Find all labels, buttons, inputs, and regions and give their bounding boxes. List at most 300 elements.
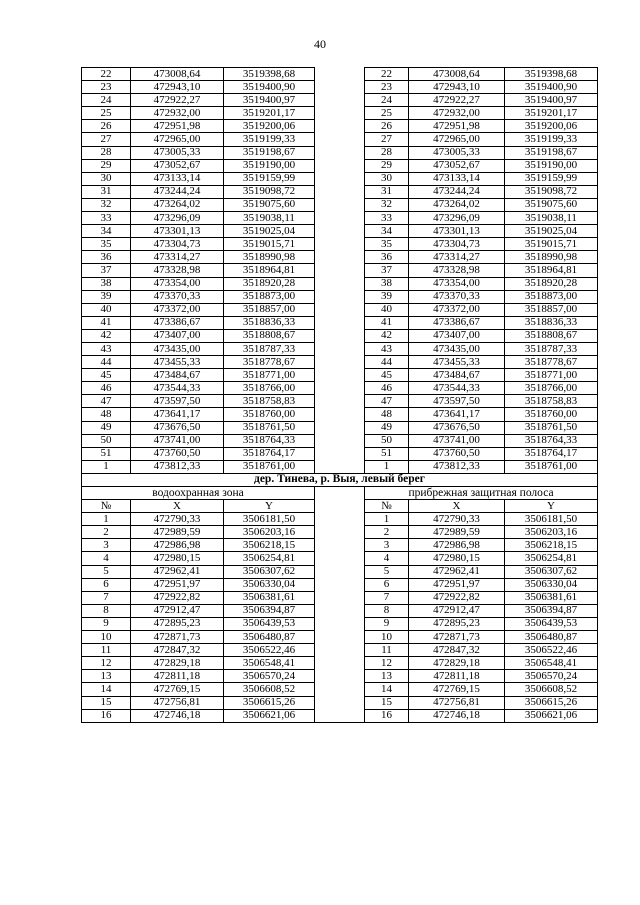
y-coordinate-left: 3506615,26 [224, 696, 315, 709]
x-coordinate-left: 473372,00 [131, 303, 224, 316]
table-row [82, 539, 598, 552]
y-coordinate-left: 3506608,52 [224, 683, 315, 696]
y-coordinate-right: 3518873,00 [505, 290, 598, 303]
x-coordinate-left: 472790,33 [131, 513, 224, 526]
x-coordinate-right: 473370,33 [409, 290, 505, 303]
x-coordinate-left: 473008,64 [131, 68, 224, 81]
header-x-right: X [409, 500, 505, 513]
y-coordinate-right: 3506394,87 [505, 604, 598, 617]
point-number-left: 42 [82, 329, 131, 342]
table-row [82, 565, 598, 578]
y-coordinate-left: 3506394,87 [224, 604, 315, 617]
point-number-left: 13 [82, 670, 131, 683]
point-number-right: 23 [365, 81, 409, 94]
x-coordinate-right: 472943,10 [409, 81, 505, 94]
header-y-left: Y [224, 500, 315, 513]
table-row [82, 447, 598, 460]
column-gap [315, 408, 365, 421]
column-gap [315, 487, 365, 500]
y-coordinate-left: 3506621,06 [224, 709, 315, 722]
x-coordinate-right: 473296,09 [409, 212, 505, 225]
point-number-left: 14 [82, 683, 131, 696]
column-gap [315, 133, 365, 146]
column-gap [315, 526, 365, 539]
point-number-right: 24 [365, 94, 409, 107]
x-coordinate-left: 472912,47 [131, 604, 224, 617]
y-coordinate-right: 3506218,15 [505, 539, 598, 552]
column-gap [315, 539, 365, 552]
x-coordinate-left: 472986,98 [131, 539, 224, 552]
table-row [82, 225, 598, 238]
point-number-right: 43 [365, 342, 409, 355]
y-coordinate-left: 3506181,50 [224, 513, 315, 526]
y-coordinate-right: 3519038,11 [505, 212, 598, 225]
y-coordinate-left: 3506330,04 [224, 578, 315, 591]
point-number-left: 16 [82, 709, 131, 722]
column-gap [315, 81, 365, 94]
point-number-left: 1 [82, 460, 131, 473]
column-gap [315, 617, 365, 630]
x-coordinate-right: 473052,67 [409, 159, 505, 172]
point-number-right: 32 [365, 198, 409, 211]
y-coordinate-left: 3518771,00 [224, 369, 315, 382]
x-coordinate-left: 473328,98 [131, 264, 224, 277]
column-gap [315, 644, 365, 657]
y-coordinate-right: 3518836,33 [505, 316, 598, 329]
table-row [82, 290, 598, 303]
column-gap [315, 696, 365, 709]
y-coordinate-right: 3506254,81 [505, 552, 598, 565]
y-coordinate-left: 3519015,71 [224, 238, 315, 251]
y-coordinate-right: 3518761,50 [505, 421, 598, 434]
table-row [82, 238, 598, 251]
coastal-protection-strip-title: прибрежная защитная полоса [365, 487, 598, 500]
point-number-right: 26 [365, 120, 409, 133]
x-coordinate-right: 472746,18 [409, 709, 505, 722]
table-row [82, 277, 598, 290]
x-coordinate-left: 472829,18 [131, 657, 224, 670]
x-coordinate-right: 473386,67 [409, 316, 505, 329]
y-coordinate-left: 3519098,72 [224, 185, 315, 198]
x-coordinate-left: 473264,02 [131, 198, 224, 211]
y-coordinate-right: 3506608,52 [505, 683, 598, 696]
x-coordinate-left: 473386,67 [131, 316, 224, 329]
x-coordinate-left: 473354,00 [131, 277, 224, 290]
x-coordinate-right: 472986,98 [409, 539, 505, 552]
header-number-left: № [82, 500, 131, 513]
x-coordinate-right: 473372,00 [409, 303, 505, 316]
column-gap [315, 251, 365, 264]
column-gap [315, 303, 365, 316]
table-row [82, 683, 598, 696]
y-coordinate-right: 3506522,46 [505, 644, 598, 657]
point-number-left: 45 [82, 369, 131, 382]
point-number-left: 4 [82, 552, 131, 565]
y-coordinate-right: 3519025,04 [505, 225, 598, 238]
y-coordinate-left: 3506548,41 [224, 657, 315, 670]
y-coordinate-left: 3518964,81 [224, 264, 315, 277]
column-gap [315, 578, 365, 591]
table-row [82, 212, 598, 225]
point-number-right: 16 [365, 709, 409, 722]
y-coordinate-right: 3518920,28 [505, 277, 598, 290]
y-coordinate-right: 3518857,00 [505, 303, 598, 316]
y-coordinate-left: 3518873,00 [224, 290, 315, 303]
y-coordinate-left: 3518758,83 [224, 395, 315, 408]
column-gap [315, 604, 365, 617]
point-number-right: 6 [365, 578, 409, 591]
point-number-left: 9 [82, 617, 131, 630]
point-number-right: 36 [365, 251, 409, 264]
point-number-left: 36 [82, 251, 131, 264]
x-coordinate-right: 472912,47 [409, 604, 505, 617]
point-number-left: 26 [82, 120, 131, 133]
y-coordinate-right: 3506570,24 [505, 670, 598, 683]
table-row [82, 329, 598, 342]
table-row [82, 81, 598, 94]
point-number-left: 3 [82, 539, 131, 552]
point-number-right: 10 [365, 631, 409, 644]
table-row [82, 434, 598, 447]
point-number-left: 29 [82, 159, 131, 172]
point-number-left: 2 [82, 526, 131, 539]
point-number-right: 33 [365, 212, 409, 225]
point-number-right: 28 [365, 146, 409, 159]
column-gap [315, 395, 365, 408]
point-number-right: 30 [365, 172, 409, 185]
table-row [82, 578, 598, 591]
point-number-left: 30 [82, 172, 131, 185]
point-number-right: 8 [365, 604, 409, 617]
table-row [82, 369, 598, 382]
x-coordinate-left: 472951,97 [131, 578, 224, 591]
column-gap [315, 434, 365, 447]
x-coordinate-left: 473407,00 [131, 329, 224, 342]
x-coordinate-left: 472922,82 [131, 591, 224, 604]
column-gap [315, 670, 365, 683]
column-gap [315, 238, 365, 251]
table-row [82, 146, 598, 159]
point-number-left: 44 [82, 356, 131, 369]
column-gap [315, 369, 365, 382]
y-coordinate-left: 3519190,00 [224, 159, 315, 172]
x-coordinate-left: 473133,14 [131, 172, 224, 185]
x-coordinate-left: 473301,13 [131, 225, 224, 238]
point-number-left: 22 [82, 68, 131, 81]
x-coordinate-right: 472756,81 [409, 696, 505, 709]
x-coordinate-right: 473597,50 [409, 395, 505, 408]
x-coordinate-right: 472951,98 [409, 120, 505, 133]
section-title: дер. Тинева, р. Выя, левый берег [82, 473, 598, 486]
x-coordinate-left: 472746,18 [131, 709, 224, 722]
column-gap [315, 316, 365, 329]
y-coordinate-right: 3518808,67 [505, 329, 598, 342]
table-row [82, 408, 598, 421]
point-number-left: 1 [82, 513, 131, 526]
table-row [82, 94, 598, 107]
column-gap [315, 382, 365, 395]
y-coordinate-left: 3518764,17 [224, 447, 315, 460]
x-coordinate-left: 473296,09 [131, 212, 224, 225]
x-coordinate-left: 472811,18 [131, 670, 224, 683]
point-number-right: 7 [365, 591, 409, 604]
point-number-right: 46 [365, 382, 409, 395]
y-coordinate-right: 3506615,26 [505, 696, 598, 709]
point-number-left: 35 [82, 238, 131, 251]
x-coordinate-left: 473597,50 [131, 395, 224, 408]
y-coordinate-right: 3518758,83 [505, 395, 598, 408]
column-gap [315, 290, 365, 303]
y-coordinate-right: 3518787,33 [505, 342, 598, 355]
x-coordinate-left: 473812,33 [131, 460, 224, 473]
table-row [82, 198, 598, 211]
x-coordinate-right: 472965,00 [409, 133, 505, 146]
point-number-left: 32 [82, 198, 131, 211]
table-row [82, 251, 598, 264]
point-number-left: 41 [82, 316, 131, 329]
x-coordinate-left: 472871,73 [131, 631, 224, 644]
point-number-left: 50 [82, 434, 131, 447]
column-header-row [82, 500, 598, 513]
point-number-right: 49 [365, 421, 409, 434]
point-number-right: 50 [365, 434, 409, 447]
point-number-left: 47 [82, 395, 131, 408]
point-number-left: 49 [82, 421, 131, 434]
y-coordinate-right: 3518764,17 [505, 447, 598, 460]
column-gap [315, 657, 365, 670]
column-gap [315, 264, 365, 277]
y-coordinate-left: 3506381,61 [224, 591, 315, 604]
point-number-left: 39 [82, 290, 131, 303]
x-coordinate-right: 472790,33 [409, 513, 505, 526]
x-coordinate-right: 472962,41 [409, 565, 505, 578]
x-coordinate-right: 473354,00 [409, 277, 505, 290]
y-coordinate-left: 3519201,17 [224, 107, 315, 120]
point-number-left: 6 [82, 578, 131, 591]
header-x-left: X [131, 500, 224, 513]
x-coordinate-right: 473407,00 [409, 329, 505, 342]
y-coordinate-right: 3506381,61 [505, 591, 598, 604]
zone-title-row [82, 487, 598, 500]
x-coordinate-right: 473301,13 [409, 225, 505, 238]
table-row [82, 303, 598, 316]
point-number-left: 46 [82, 382, 131, 395]
point-number-right: 25 [365, 107, 409, 120]
y-coordinate-right: 3518761,00 [505, 460, 598, 473]
table-row [82, 185, 598, 198]
y-coordinate-right: 3518990,98 [505, 251, 598, 264]
y-coordinate-left: 3518920,28 [224, 277, 315, 290]
point-number-right: 29 [365, 159, 409, 172]
x-coordinate-left: 473304,73 [131, 238, 224, 251]
point-number-right: 40 [365, 303, 409, 316]
point-number-left: 25 [82, 107, 131, 120]
column-gap [315, 198, 365, 211]
y-coordinate-left: 3506522,46 [224, 644, 315, 657]
x-coordinate-left: 472989,59 [131, 526, 224, 539]
y-coordinate-right: 3519190,00 [505, 159, 598, 172]
x-coordinate-right: 473676,50 [409, 421, 505, 434]
x-coordinate-left: 473484,67 [131, 369, 224, 382]
x-coordinate-right: 473244,24 [409, 185, 505, 198]
x-coordinate-right: 473008,64 [409, 68, 505, 81]
point-number-right: 38 [365, 277, 409, 290]
column-gap [315, 107, 365, 120]
column-gap [315, 94, 365, 107]
x-coordinate-right: 473264,02 [409, 198, 505, 211]
x-coordinate-left: 472895,23 [131, 617, 224, 630]
point-number-left: 15 [82, 696, 131, 709]
table-row [82, 591, 598, 604]
y-coordinate-right: 3518778,67 [505, 356, 598, 369]
column-gap [315, 447, 365, 460]
table-row [82, 657, 598, 670]
x-coordinate-left: 472962,41 [131, 565, 224, 578]
point-number-right: 41 [365, 316, 409, 329]
y-coordinate-right: 3519201,17 [505, 107, 598, 120]
point-number-left: 48 [82, 408, 131, 421]
point-number-right: 48 [365, 408, 409, 421]
y-coordinate-left: 3519199,33 [224, 133, 315, 146]
column-gap [315, 565, 365, 578]
point-number-left: 51 [82, 447, 131, 460]
x-coordinate-right: 473328,98 [409, 264, 505, 277]
column-gap [315, 342, 365, 355]
table-row [82, 604, 598, 617]
y-coordinate-left: 3506218,15 [224, 539, 315, 552]
point-number-right: 37 [365, 264, 409, 277]
point-number-right: 4 [365, 552, 409, 565]
table-row [82, 552, 598, 565]
table-row [82, 68, 598, 81]
x-coordinate-right: 472829,18 [409, 657, 505, 670]
point-number-left: 38 [82, 277, 131, 290]
column-gap [315, 683, 365, 696]
column-gap [315, 500, 365, 513]
point-number-left: 12 [82, 657, 131, 670]
x-coordinate-right: 472922,27 [409, 94, 505, 107]
y-coordinate-right: 3519400,90 [505, 81, 598, 94]
y-coordinate-left: 3506203,16 [224, 526, 315, 539]
point-number-right: 45 [365, 369, 409, 382]
table-row [82, 395, 598, 408]
y-coordinate-right: 3519200,06 [505, 120, 598, 133]
table-row [82, 696, 598, 709]
point-number-left: 7 [82, 591, 131, 604]
table-row [82, 172, 598, 185]
page-number: 40 [314, 37, 326, 51]
y-coordinate-left: 3506480,87 [224, 631, 315, 644]
point-number-right: 13 [365, 670, 409, 683]
table-row [82, 264, 598, 277]
table-row [82, 382, 598, 395]
point-number-right: 14 [365, 683, 409, 696]
y-coordinate-left: 3518778,67 [224, 356, 315, 369]
y-coordinate-left: 3518760,00 [224, 408, 315, 421]
column-gap [315, 460, 365, 473]
x-coordinate-right: 472922,82 [409, 591, 505, 604]
table-row [82, 631, 598, 644]
y-coordinate-left: 3518808,67 [224, 329, 315, 342]
x-coordinate-left: 472951,98 [131, 120, 224, 133]
table-row [82, 342, 598, 355]
table-row [82, 709, 598, 722]
section-header-body [82, 473, 598, 512]
point-number-right: 1 [365, 513, 409, 526]
point-number-left: 8 [82, 604, 131, 617]
table-row [82, 316, 598, 329]
y-coordinate-left: 3519200,06 [224, 120, 315, 133]
x-coordinate-right: 473304,73 [409, 238, 505, 251]
y-coordinate-left: 3518787,33 [224, 342, 315, 355]
column-gap [315, 329, 365, 342]
y-coordinate-right: 3519159,99 [505, 172, 598, 185]
point-number-left: 31 [82, 185, 131, 198]
water-protection-zone-title: водоохранная зона [82, 487, 315, 500]
y-coordinate-right: 3506548,41 [505, 657, 598, 670]
x-coordinate-left: 473676,50 [131, 421, 224, 434]
y-coordinate-right: 3518964,81 [505, 264, 598, 277]
y-coordinate-right: 3506307,62 [505, 565, 598, 578]
column-gap [315, 120, 365, 133]
y-coordinate-left: 3518766,00 [224, 382, 315, 395]
point-number-right: 47 [365, 395, 409, 408]
y-coordinate-right: 3506330,04 [505, 578, 598, 591]
point-number-right: 39 [365, 290, 409, 303]
point-number-left: 37 [82, 264, 131, 277]
x-coordinate-right: 473641,17 [409, 408, 505, 421]
y-coordinate-left: 3506439,53 [224, 617, 315, 630]
x-coordinate-right: 472895,23 [409, 617, 505, 630]
y-coordinate-right: 3506439,53 [505, 617, 598, 630]
y-coordinate-left: 3519075,60 [224, 198, 315, 211]
point-number-right: 9 [365, 617, 409, 630]
section-title-row [82, 473, 598, 486]
y-coordinate-right: 3519398,68 [505, 68, 598, 81]
y-coordinate-left: 3506570,24 [224, 670, 315, 683]
x-coordinate-left: 472932,00 [131, 107, 224, 120]
table-row [82, 617, 598, 630]
y-coordinate-left: 3506254,81 [224, 552, 315, 565]
table-row [82, 133, 598, 146]
x-coordinate-left: 472847,32 [131, 644, 224, 657]
point-number-left: 24 [82, 94, 131, 107]
x-coordinate-right: 473812,33 [409, 460, 505, 473]
y-coordinate-left: 3519398,68 [224, 68, 315, 81]
column-gap [315, 185, 365, 198]
point-number-left: 11 [82, 644, 131, 657]
table-row [82, 526, 598, 539]
x-coordinate-right: 472932,00 [409, 107, 505, 120]
x-coordinate-right: 473455,33 [409, 356, 505, 369]
y-coordinate-left: 3518764,33 [224, 434, 315, 447]
y-coordinate-right: 3506203,16 [505, 526, 598, 539]
x-coordinate-right: 473760,50 [409, 447, 505, 460]
y-coordinate-left: 3518761,50 [224, 421, 315, 434]
x-coordinate-left: 473641,17 [131, 408, 224, 421]
x-coordinate-left: 472922,27 [131, 94, 224, 107]
point-number-right: 51 [365, 447, 409, 460]
coordinates-table [81, 67, 598, 723]
table-row [82, 644, 598, 657]
column-gap [315, 356, 365, 369]
column-gap [315, 225, 365, 238]
point-number-right: 3 [365, 539, 409, 552]
x-coordinate-right: 472951,97 [409, 578, 505, 591]
y-coordinate-left: 3519400,97 [224, 94, 315, 107]
x-coordinate-left: 473244,24 [131, 185, 224, 198]
column-gap [315, 159, 365, 172]
